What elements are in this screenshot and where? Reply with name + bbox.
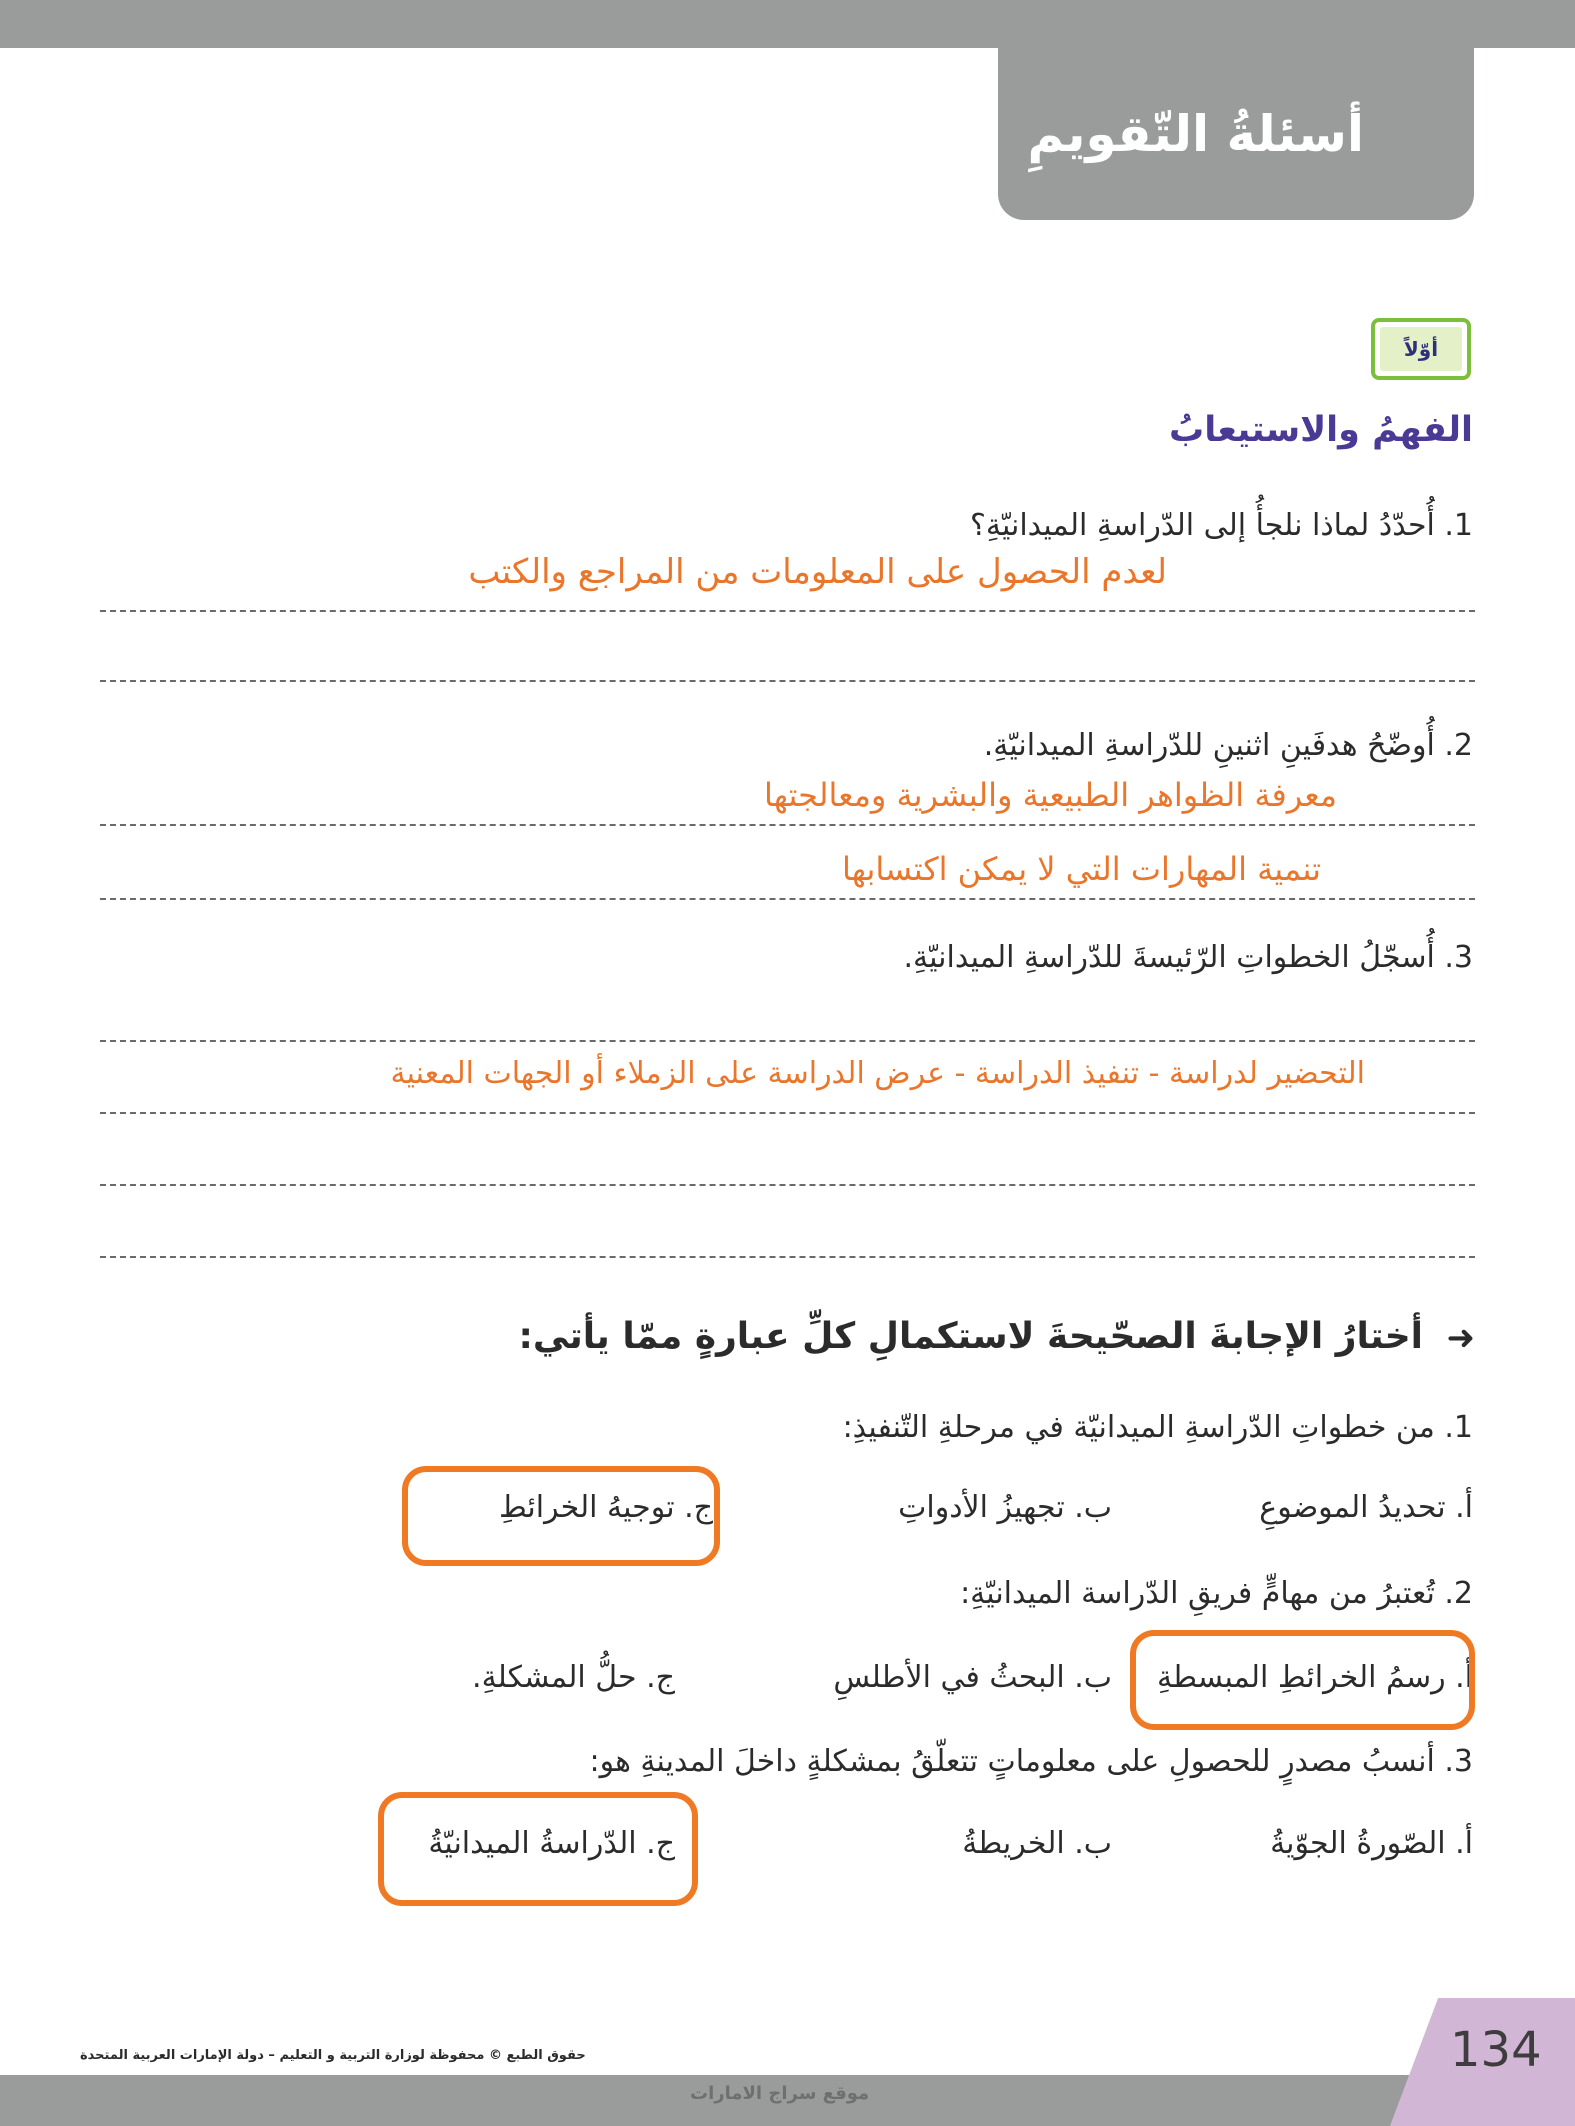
selected-answer-circle xyxy=(378,1792,698,1906)
answer-line xyxy=(100,680,1475,682)
section-badge-label: أوّلاً xyxy=(1380,327,1462,371)
answer-line xyxy=(100,610,1475,612)
mcq-2-option-c[interactable]: ج. حلُّ المشكلةِ. xyxy=(472,1660,675,1695)
top-bar xyxy=(0,0,1575,48)
answer-line xyxy=(100,1112,1475,1114)
answer-line xyxy=(100,1256,1475,1258)
page-title: أسئلةُ التّقويمِ xyxy=(1027,105,1364,163)
question-2-answer-2: تنمية المهارات التي لا يمكن اكتسابها xyxy=(842,850,1321,888)
mcq-heading: أختارُ الإجابةَ الصحّيحةَ لاستكمالِ كلِّ عبارةٍ ممّا يأتي: xyxy=(518,1316,1423,1357)
mcq-1-option-a[interactable]: أ. تحديدُ الموضوعِ xyxy=(1259,1490,1473,1525)
mcq-2-stem: 2. تُعتبرُ من مهامٍّ فريقِ الدّراسة الميدانيّةِ: xyxy=(960,1576,1473,1611)
page-title-tab xyxy=(998,48,1474,220)
answer-line xyxy=(100,1040,1475,1042)
mcq-3-option-a[interactable]: أ. الصّورةُ الجوّيةُ xyxy=(1270,1826,1473,1861)
arrow-icon: ➜ xyxy=(1446,1318,1475,1358)
selected-answer-circle xyxy=(1130,1630,1475,1730)
answer-line xyxy=(100,824,1475,826)
mcq-3-option-b[interactable]: ب. الخريطةُ xyxy=(962,1826,1112,1861)
mcq-3-option-c[interactable]: ج. الدّراسةُ الميدانيّةُ xyxy=(428,1826,675,1861)
question-1-answer: لعدم الحصول على المعلومات من المراجع والكتب xyxy=(468,552,1167,592)
selected-answer-circle xyxy=(402,1466,720,1566)
mcq-2-option-a[interactable]: أ. رسمُ الخرائطِ المبسطةِ xyxy=(1157,1660,1473,1695)
section-heading: الفهمُ والاستيعابُ xyxy=(1169,410,1473,450)
answer-line xyxy=(100,898,1475,900)
mcq-1-stem: 1. من خطواتِ الدّراسةِ الميدانيّة في مرحلةِ التّنفيذِ: xyxy=(842,1410,1473,1445)
question-2-label: 2. أُوضّحُ هدفَينِ اثنينِ للدّراسةِ الميدانيّةِ. xyxy=(983,728,1473,763)
footer-site-name: موقع سراج الامارات xyxy=(690,2083,870,2104)
copyright-note: حقوق الطبع © محفوظة لوزارة التربية و التعليم – دولة الإمارات العربية المتحدة xyxy=(80,2048,586,2063)
answer-line xyxy=(100,1184,1475,1186)
question-2-answer-1: معرفة الظواهر الطبيعية والبشرية ومعالجتها xyxy=(763,776,1337,814)
mcq-3-stem: 3. أنسبُ مصدرٍ للحصولِ على معلوماتٍ تتعلّقُ بمشكلةٍ داخلَ المدينةِ هو: xyxy=(589,1744,1473,1779)
mcq-1-option-b[interactable]: ب. تجهيزُ الأدواتِ xyxy=(898,1490,1112,1525)
section-badge xyxy=(1371,318,1471,380)
mcq-1-option-c[interactable]: ج. توجيهُ الخرائطِ xyxy=(498,1490,713,1525)
question-1-label: 1. أُحدّدُ لماذا نلجأُ إلى الدّراسةِ الميدانيّةِ؟ xyxy=(969,508,1473,543)
mcq-2-option-b[interactable]: ب. البحثُ في الأطلسِ xyxy=(833,1660,1112,1695)
question-3-answer: التحضير لدراسة - تنفيذ الدراسة - عرض الدراسة على الزملاء أو الجهات المعنية xyxy=(390,1056,1365,1091)
page-number: 134 xyxy=(1450,2022,1542,2078)
question-3-label: 3. أُسجّلُ الخطواتِ الرّئيسةَ للدّراسةِ الميدانيّةِ. xyxy=(903,940,1473,975)
